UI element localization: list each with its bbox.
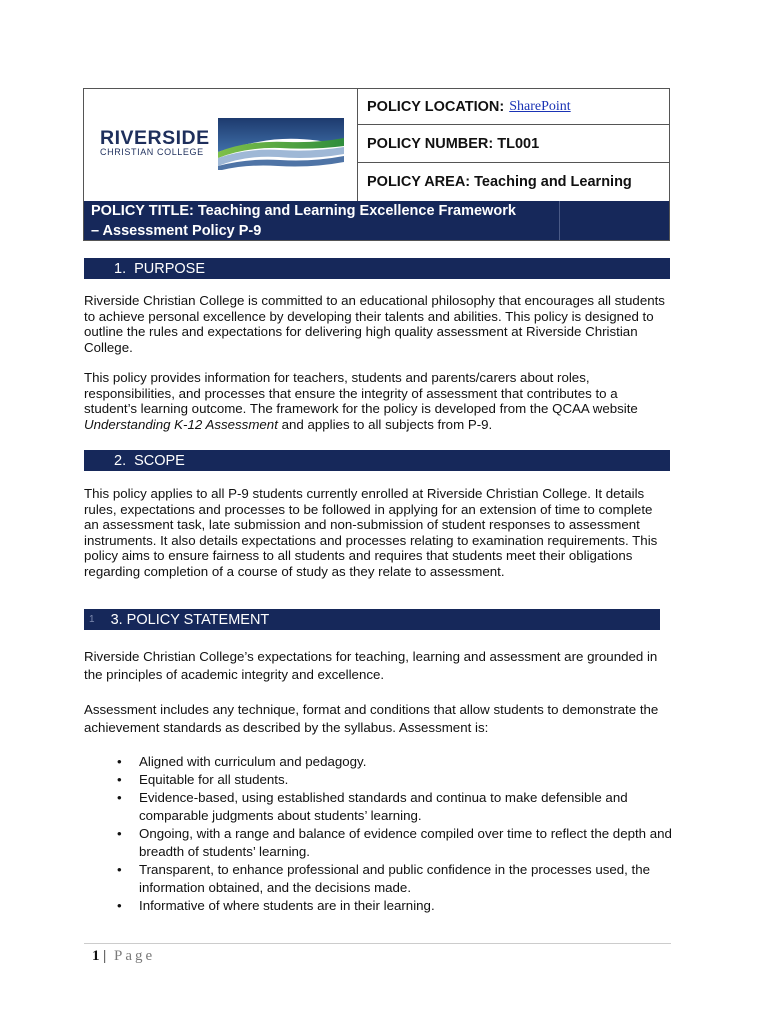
policy-title-line-1: POLICY TITLE: Teaching and Learning Excellence Framework xyxy=(91,203,516,219)
section-number: 1. xyxy=(114,260,127,277)
title-cell-divider xyxy=(559,201,560,240)
bullet-icon: • xyxy=(117,826,122,841)
bullet-icon: • xyxy=(117,790,122,805)
footer-separator: | xyxy=(103,948,107,964)
page-word: Page xyxy=(114,948,156,964)
policy-number: POLICY NUMBER: TL001 xyxy=(367,135,540,152)
bullet-icon: • xyxy=(117,898,122,913)
list-item-text: Ongoing, with a range and balance of evidence compiled over time to reflect the depth and breadth of students’ learning. xyxy=(139,826,672,859)
statement-paragraph-1: Riverside Christian College’s expectations for teaching, learning and assessment are grounded in the principles of academic integrity and excellence. xyxy=(84,649,658,682)
policy-title xyxy=(91,202,561,241)
list-item xyxy=(84,753,674,771)
sharepoint-link[interactable]: SharePoint xyxy=(509,98,571,114)
list-item-text: Transparent, to enhance professional and public confidence in the processes used, the information obtained, and the decisions made. xyxy=(139,862,651,895)
section-title: PURPOSE xyxy=(134,260,206,277)
section-heading-policy-statement xyxy=(84,609,660,630)
college-logo xyxy=(84,89,358,201)
section-title: SCOPE xyxy=(134,452,185,469)
policy-location-row xyxy=(358,89,670,125)
logo-wordmark: RIVERSIDE xyxy=(100,127,210,149)
purpose-p2-tail: and applies to all subjects from P-9. xyxy=(277,416,493,432)
list-item-text: Equitable for all students. xyxy=(139,772,289,787)
policy-area-row xyxy=(358,163,670,201)
policy-title-line-2: – Assessment Policy P-9 xyxy=(91,222,262,239)
logo-subtitle: CHRISTIAN COLLEGE xyxy=(100,147,204,157)
bullet-icon: • xyxy=(117,772,122,787)
purpose-paragraph-2 xyxy=(84,370,670,432)
statement-paragraph-2: Assessment includes any technique, format and conditions that allow students to demonstrate the achievement standards as described by the syllabus. Assessment is: xyxy=(84,702,659,735)
page-number: 1 xyxy=(92,948,100,964)
purpose-paragraph-1: Riverside Christian College is committed to an educational philosophy that encourages all students to achieve personal excellence by developing their talents and abilities. This policy is designed to outline the rules and expectations for delivering high quality assessment at Riverside Christian College. xyxy=(84,293,665,355)
list-item xyxy=(84,825,674,861)
river-logo-icon xyxy=(218,116,344,170)
section-heading-scope xyxy=(84,450,670,471)
policy-title-band xyxy=(84,201,669,240)
list-marker: 1 xyxy=(89,614,95,625)
list-item xyxy=(84,861,674,897)
list-item-text: Informative of where students are in their learning. xyxy=(139,898,435,913)
list-item xyxy=(84,771,674,789)
policy-number-row xyxy=(358,125,670,163)
list-item xyxy=(84,897,674,915)
footer-divider xyxy=(84,943,671,944)
list-item-text: Aligned with curriculum and pedagogy. xyxy=(139,754,367,769)
list-item xyxy=(84,789,674,825)
assessment-principles-list xyxy=(84,753,674,915)
scope-paragraph: This policy applies to all P-9 students currently enrolled at Riverside Christian College. It details rules, expectations and processes to be followed in applying for an extension of time to complete an assessment task, late submission and non-submission of student responses to assessment instruments. It also details expectations and processes relating to examination requirements. This policy aims to ensure fairness to all students and requires that students meet their obligations regarding completion of a course of study as they relate to assessment. xyxy=(84,486,658,579)
qcaa-reference: Understanding K-12 Assessment xyxy=(84,416,278,432)
bullet-icon: • xyxy=(117,754,122,769)
section-title: 3. POLICY STATEMENT xyxy=(110,611,270,628)
page-footer xyxy=(92,948,155,965)
purpose-p2-text: This policy provides information for teachers, students and parents/carers about roles, responsibilities, and processes that ensure the integrity of assessment that contributes to a student’s learning outcome. The framework for the policy is developed from the QCAA website xyxy=(84,370,638,416)
policy-location-label: POLICY LOCATION: xyxy=(367,98,505,115)
bullet-icon: • xyxy=(117,862,122,877)
policy-area: POLICY AREA: Teaching and Learning xyxy=(367,174,632,190)
section-number: 2. xyxy=(114,452,127,469)
section-heading-purpose xyxy=(84,258,670,279)
list-item-text: Evidence-based, using established standards and continua to make defensible and comparable judgments about students’ learning. xyxy=(139,790,628,823)
policy-header-table xyxy=(83,88,670,241)
